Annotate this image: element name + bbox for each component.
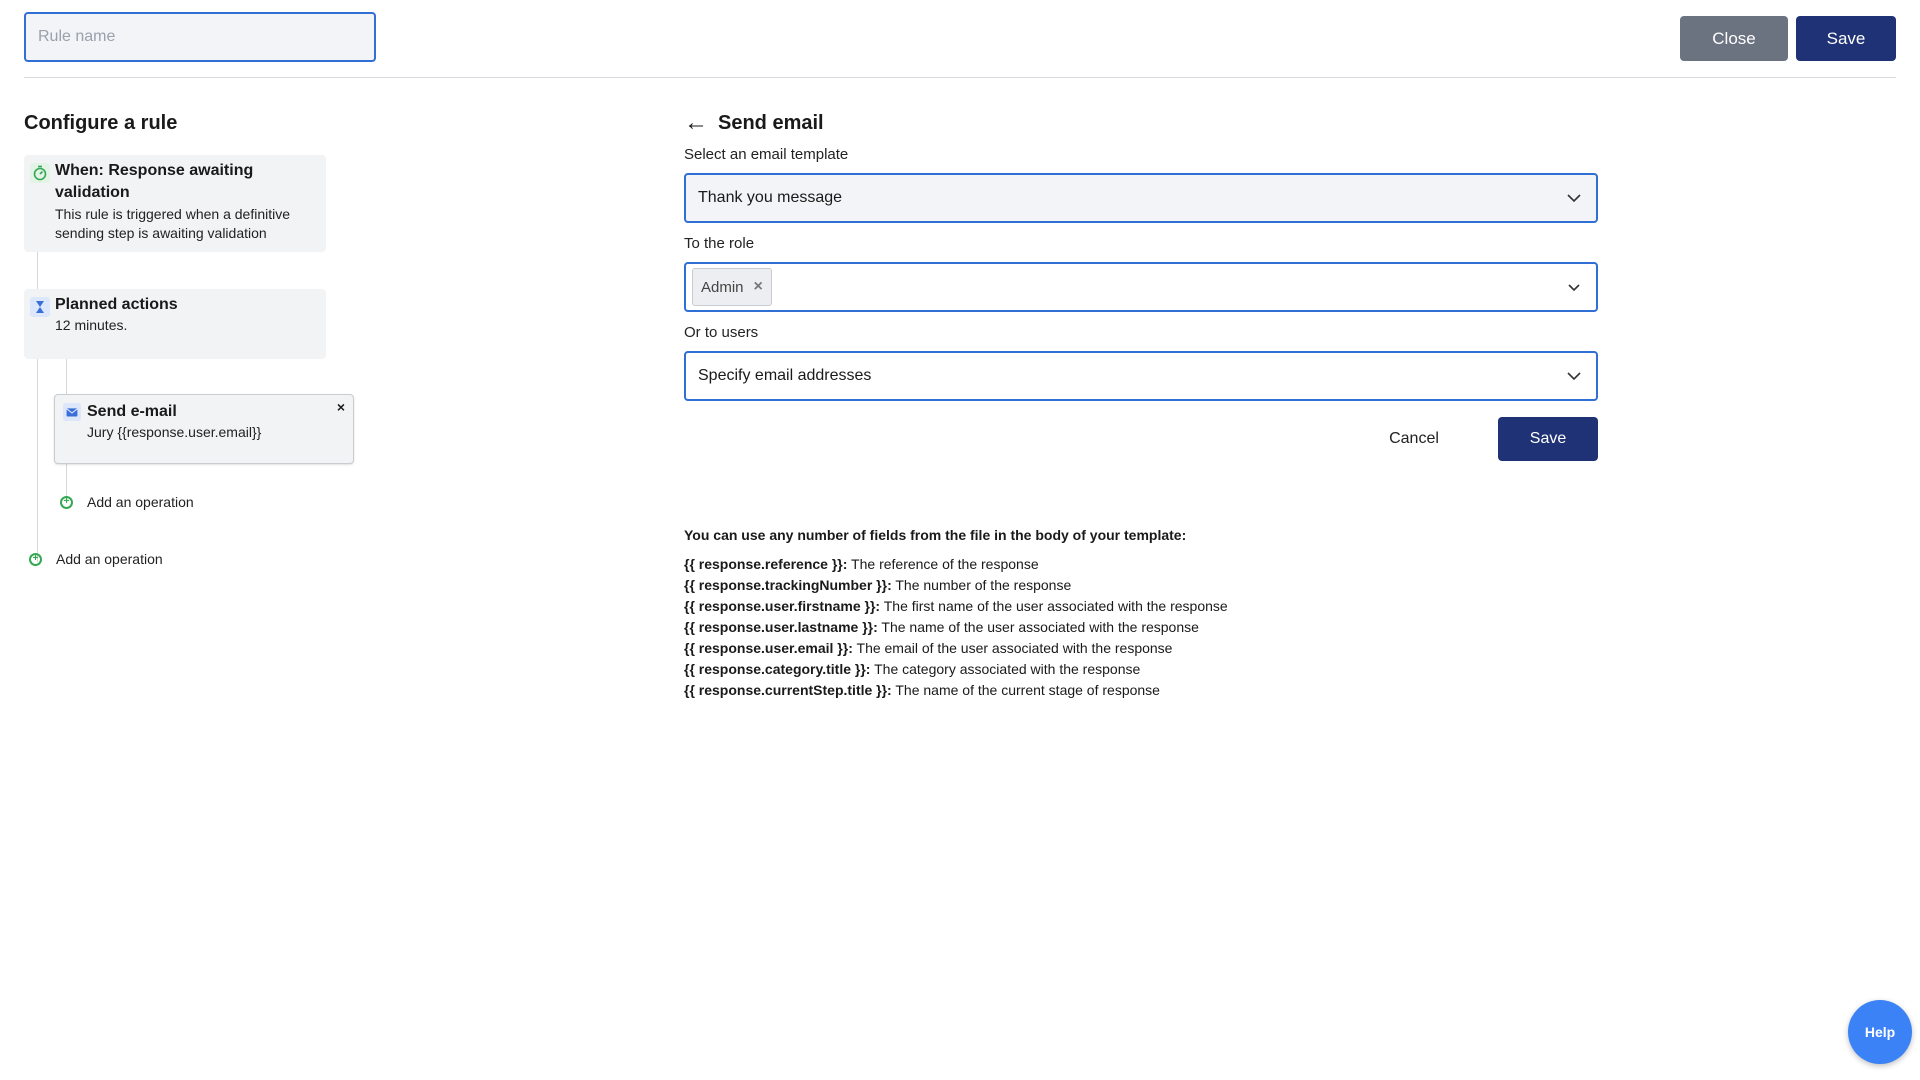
planned-actions-title: Planned actions — [55, 296, 178, 313]
field-line: {{ response.user.lastname }}: The name of the user associated with the response — [684, 619, 1199, 635]
field-line: {{ response.reference }}: The reference of the response — [684, 556, 1039, 572]
field-line: {{ response.user.firstname }}: The first name of the user associated with the response — [684, 598, 1228, 614]
send-email-description: Jury {{response.user.email}} — [87, 424, 262, 440]
template-fields-help — [684, 525, 1598, 701]
remove-action-icon[interactable]: × — [336, 399, 345, 415]
planned-actions-description: 12 minutes. — [55, 317, 128, 333]
trigger-title: When: Response awaiting validation — [55, 162, 254, 201]
back-arrow-icon[interactable]: ← — [684, 109, 708, 136]
email-template-value: Thank you message — [698, 189, 843, 206]
send-email-panel — [684, 110, 1598, 701]
add-operation-outer-button[interactable] — [29, 551, 163, 567]
add-operation-label: Add an operation — [56, 551, 163, 567]
save-action-button[interactable]: Save — [1498, 417, 1598, 461]
chevron-down-icon — [1566, 190, 1582, 206]
add-circle-icon: + — [60, 496, 73, 509]
top-bar — [24, 0, 1896, 78]
template-label: Select an email template — [684, 146, 849, 163]
email-template-select[interactable] — [684, 173, 1598, 223]
fields-help-heading: You can use any number of fields from the file in the body of your template: — [684, 527, 1187, 543]
configure-rule-title: Configure a rule — [24, 112, 178, 134]
role-select[interactable] — [684, 262, 1598, 312]
planned-actions-card[interactable] — [24, 289, 326, 359]
envelope-icon — [63, 403, 81, 421]
close-button[interactable]: Close — [1680, 16, 1788, 61]
field-line: {{ response.currentStep.title }}: The name of the current stage of response — [684, 682, 1160, 698]
trigger-description: This rule is triggered when a definitive sending step is awaiting validation — [55, 206, 291, 241]
send-email-heading: Send email — [718, 111, 824, 134]
role-chip-label: Admin — [701, 278, 744, 296]
add-operation-inner-button[interactable] — [60, 494, 194, 510]
chevron-down-icon — [1566, 368, 1582, 384]
timer-icon — [30, 163, 50, 183]
cancel-button[interactable]: Cancel — [1364, 417, 1464, 461]
users-value: Specify email addresses — [698, 367, 872, 384]
send-email-title: Send e-mail — [87, 403, 177, 420]
chevron-down-icon — [1566, 279, 1582, 295]
trigger-card[interactable] — [24, 155, 326, 252]
users-label: Or to users — [684, 324, 759, 341]
users-select[interactable] — [684, 351, 1598, 401]
add-operation-label: Add an operation — [87, 494, 194, 510]
send-email-action-card[interactable] — [54, 394, 354, 464]
remove-chip-icon[interactable]: × — [753, 278, 763, 295]
field-line: {{ response.category.title }}: The category associated with the response — [684, 661, 1141, 677]
field-line: {{ response.trackingNumber }}: The number of the response — [684, 577, 1072, 593]
rule-name-input[interactable] — [24, 12, 376, 62]
hourglass-icon — [30, 297, 50, 317]
field-line: {{ response.user.email }}: The email of the user associated with the response — [684, 640, 1173, 656]
role-chip — [692, 268, 772, 306]
add-circle-icon: + — [29, 553, 42, 566]
role-label: To the role — [684, 235, 755, 252]
save-rule-button[interactable]: Save — [1796, 16, 1896, 61]
help-button[interactable]: Help — [1848, 1000, 1912, 1064]
